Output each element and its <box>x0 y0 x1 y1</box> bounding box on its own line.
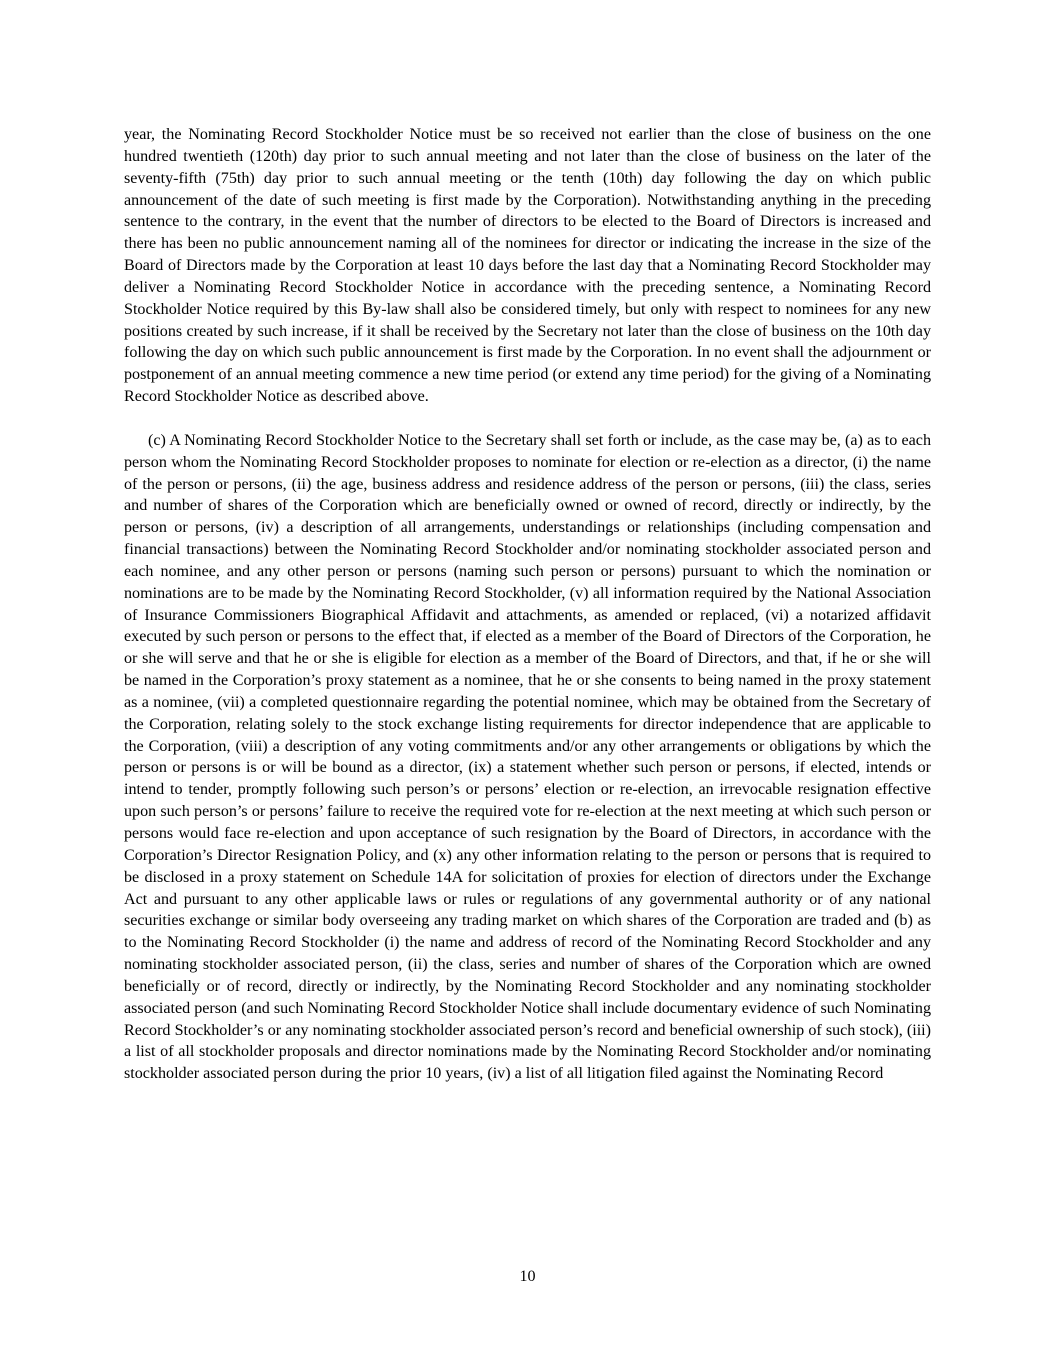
paragraph-section-c: (c) A Nominating Record Stockholder Notice to the Secretary shall set forth or include, as the case may be, (a) as to each person whom the Nominating Record Stockholder proposes to nominate for election or re-election as a director, (i) the name of the person or persons, (ii) the age, business address and residence address of the person or persons, (iii) the class, series and number of shares of the Corporation which are beneficially owned or owned of record, directly or indirectly, by the person or persons, (iv) a description of all arrangements, understandings or relationships (including compensation and financial transactions) between the Nominating Record Stockholder and/or nominating stockholder associated person and each nominee, and any other person or persons (naming such person or persons) pursuant to which the nomination or nominations are to be made by the Nominating Record Stockholder, (v) all information required by the National Association of Insurance Commissioners Biographical Affidavit and attachments, as amended or replaced, (vi) a notarized affidavit executed by such person or persons to the effect that, if elected as a member of the Board of Directors of the Corporation, he or she will serve and that he or she is eligible for election as a member of the Board of Directors, and that, if he or she will be named in the Corporation’s proxy statement as a nominee, that he or she consents to being named in the proxy statement as a nominee, (vii) a completed questionnaire regarding the potential nominee, which may be obtained from the Secretary of the Corporation, relating solely to the stock exchange listing requirements for director independence that are applicable to the Corporation, (viii) a description of any voting commitments and/or any other arrangements or obligations by which the person or persons is or will be bound as a director, (ix) a statement whether such person or persons, if elected, intends or intend to tender, promptly following such person’s or persons’ election or re-election, an irrevocable resignation effective upon such person’s or persons’ failure to receive the required vote for re-election at the next meeting at which such person or persons would face re-election and upon acceptance of such resignation by the Board of Directors, in accordance with the Corporation’s Director Resignation Policy, and (x) any other information relating to the person or persons that is required to be disclosed in a proxy statement on Schedule 14A for solicitation of proxies for election of directors under the Exchange Act and pursuant to any other applicable laws or rules or regulations of any governmental authority or of any national securities exchange or similar body overseeing any trading market on which shares of the Corporation are traded and (b) as to the Nominating Record Stockholder (i) the name and address of record of the Nominating Record Stockholder and any nominating stockholder associated person, (ii) the class, series and number of shares of the Corporation which are owned beneficially or of record, directly or indirectly, by the Nominating Record Stockholder and any nominating stockholder associated person (and such Nominating Record Stockholder Notice shall include documentary evidence of such Nominating Record Stockholder’s or any nominating stockholder associated person’s record and beneficial ownership of such stock), (iii) a list of all stockholder proposals and director nominations made by the Nominating Record Stockholder and/or nominating stockholder associated person during the prior 10 years, (iv) a list of all litigation filed against the Nominating Record <box>124 431 931 1083</box>
paragraph-continuation: year, the Nominating Record Stockholder Notice must be so received not earlier than the close of business on the one hundred twentieth (120th) day prior to such annual meeting and not later than the close of business on the later of the seventy-fifth (75th) day prior to such annual meeting or the tenth (10th) day following the day on which public announcement of the date of such meeting is first made by the Corporation). Notwithstanding anything in the preceding sentence to the contrary, in the event that the number of directors to be elected to the Board of Directors is increased and there has been no public announcement naming all of the nominees for director or indicating the increase in the size of the Board of Directors made by the Corporation at least 10 days before the last day that a Nominating Record Stockholder may deliver a Nominating Record Stockholder Notice in accordance with the preceding sentence, a Nominating Record Stockholder Notice required by this By-law shall also be considered timely, but only with respect to nominees for any new positions created by such increase, if it shall be received by the Secretary not later than the close of business on the 10th day following the day on which such public announcement is first made by the Corporation. In no event shall the adjournment or postponement of an annual meeting commence a new time period (or extend any time period) for the giving of a Nominating Record Stockholder Notice as described above. <box>124 126 931 406</box>
page-number: 10 <box>519 1268 536 1285</box>
document-body <box>124 124 931 1085</box>
